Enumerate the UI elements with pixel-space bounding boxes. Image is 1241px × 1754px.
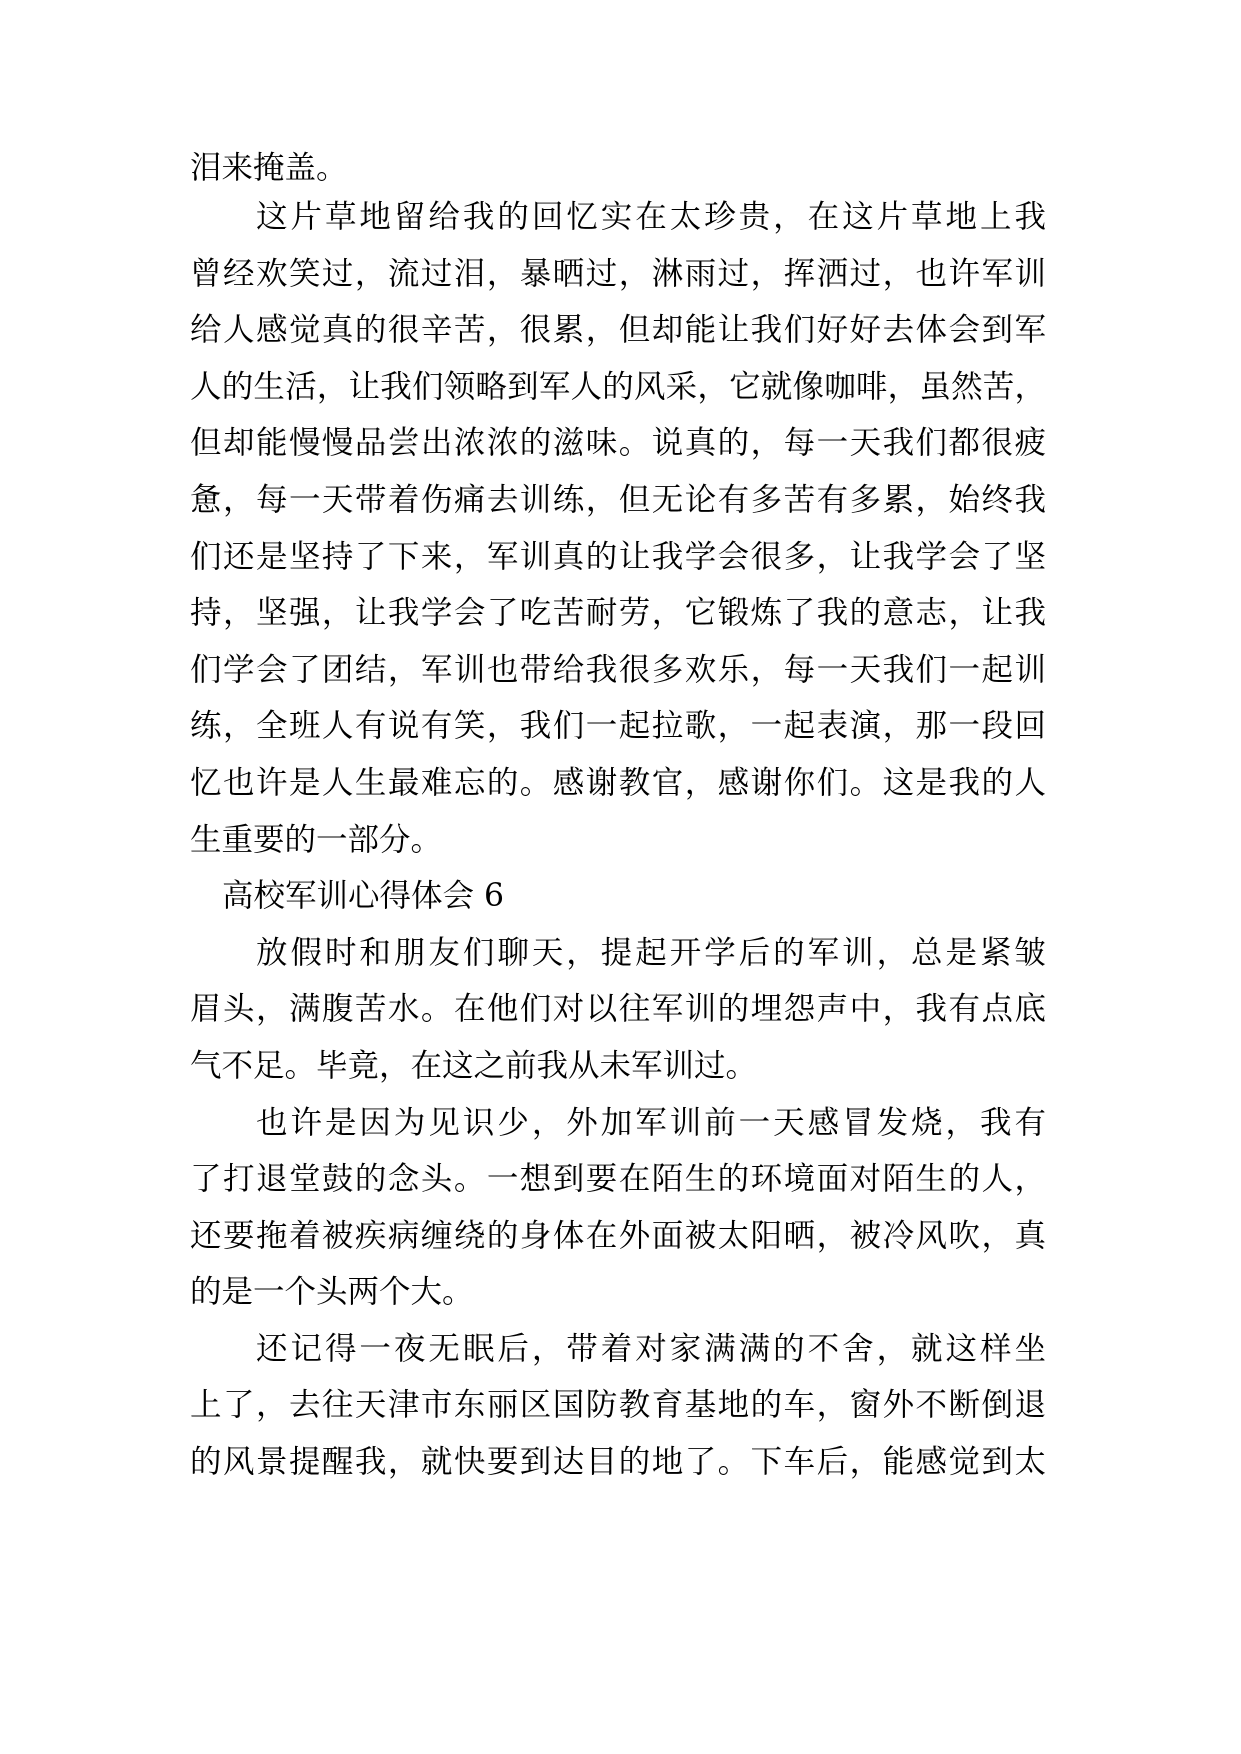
paragraph bbox=[190, 189, 1046, 868]
paragraph-line: 还要拖着被疾病缠绕的身体在外面被太阳晒，被冷风吹，真 bbox=[190, 1217, 1046, 1254]
paragraph-line: 生重要的一部分。 bbox=[190, 821, 443, 858]
paragraph-line: 持，坚强，让我学会了吃苦耐劳，它锻炼了我的意志，让我 bbox=[190, 595, 1046, 632]
paragraph-line: 还记得一夜无眠后，带着对家满满的不舍，就这样坐 bbox=[256, 1330, 1046, 1367]
section-heading: 高校军训心得体会 6 bbox=[222, 878, 505, 915]
paragraph-line: 人的生活，让我们领略到军人的风采，它就像咖啡，虽然苦， bbox=[190, 368, 1046, 405]
paragraph bbox=[190, 1321, 1046, 1491]
paragraph-line: 忆也许是人生最难忘的。感谢教官，感谢你们。这是我的人 bbox=[190, 764, 1046, 801]
paragraph-line: 们还是坚持了下来，军训真的让我学会很多，让我学会了坚 bbox=[190, 538, 1046, 575]
document-body bbox=[190, 140, 1046, 1491]
paragraph-line: 了打退堂鼓的念头。一想到要在陌生的环境面对陌生的人， bbox=[190, 1161, 1046, 1198]
paragraph bbox=[190, 1095, 1046, 1321]
paragraph bbox=[190, 140, 1046, 189]
paragraph-line: 曾经欢笑过，流过泪，暴晒过，淋雨过，挥洒过，也许军训 bbox=[190, 255, 1046, 292]
paragraph-line: 上了，去往天津市东丽区国防教育基地的车，窗外不断倒退 bbox=[190, 1387, 1046, 1424]
paragraph-line: 但却能慢慢品尝出浓浓的滋味。说真的，每一天我们都很疲 bbox=[190, 425, 1046, 462]
paragraph-line: 给人感觉真的很辛苦，很累，但却能让我们好好去体会到军 bbox=[190, 312, 1046, 349]
paragraph-line: 的风景提醒我，就快要到达目的地了。下车后，能感觉到太 bbox=[190, 1444, 1046, 1481]
paragraph-line: 也许是因为见识少，外加军训前一天感冒发烧，我有 bbox=[256, 1104, 1046, 1141]
paragraph-line: 惫，每一天带着伤痛去训练，但无论有多苦有多累，始终我 bbox=[190, 481, 1046, 518]
paragraph-line: 的是一个头两个大。 bbox=[190, 1274, 474, 1311]
paragraph-line: 们学会了团结，军训也带给我很多欢乐，每一天我们一起训 bbox=[190, 651, 1046, 688]
paragraph-line: 这片草地留给我的回忆实在太珍贵，在这片草地上我 bbox=[256, 199, 1046, 235]
paragraph-line: 气不足。毕竟，在这之前我从未军训过。 bbox=[190, 1047, 758, 1084]
paragraph-line: 练，全班人有说有笑，我们一起拉歌，一起表演，那一段回 bbox=[190, 708, 1046, 745]
paragraph-line: 泪来掩盖。 bbox=[190, 150, 348, 186]
paragraph-line: 眉头，满腹苦水。在他们对以往军训的埋怨声中，我有点底 bbox=[190, 991, 1046, 1028]
paragraph-line: 放假时和朋友们聊天，提起开学后的军训，总是紧皱 bbox=[256, 934, 1046, 971]
paragraph bbox=[190, 925, 1046, 1095]
